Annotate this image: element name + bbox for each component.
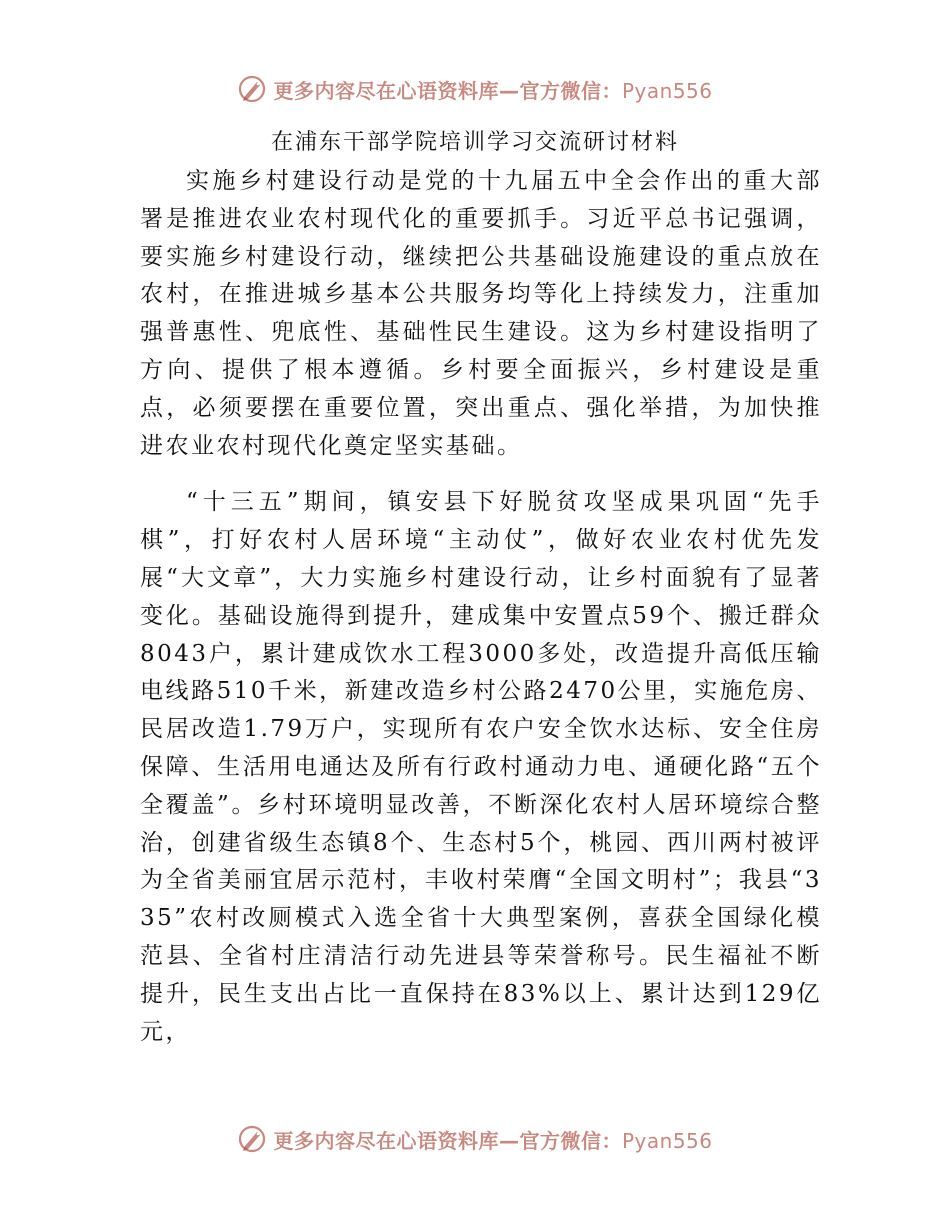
paragraph-2: “十三五”期间，镇安县下好脱贫攻坚成果巩固“先手棋”，打好农村人居环境“主动仗”，做好农业农村优先发展“大文章”，大力实施乡村建设行动，让乡村面貌有了显著变化。基础设施得到提升，建成集中安置点59个、搬迁群众8043户，累计建成饮水工程3000多处，改造提升高低压输电线路510千米，新建改造乡村公路2470公里，实施危房、民居改造1.79万户，实现所有农户安全饮水达标、安全住房保障、生活用电通达及所有行政村通动力电、通硬化路“五个全覆盖”。乡村环境明显改善，不断深化农村人居环境综合整治，创建省级生态镇8个、生态村5个，桃园、西川两村被评为全省美丽宜居示范村，丰收村荣膺“全国文明村”；我县“335”农村改厕模式入选全省十大典型案例，喜获全国绿化模范县、全省村庄清洁行动先进县等荣誉称号。民生福祉不断提升，民生支出占比一直保持在83%以上、累计达到129亿元， — [140, 489, 822, 1045]
document-title: 在浦东干部学院培训学习交流研讨材料 — [270, 130, 679, 155]
footer-watermark-banner — [0, 1124, 950, 1154]
pen-nib-circle-icon — [237, 1124, 267, 1154]
header-watermark-banner — [0, 74, 950, 104]
banner-text: 更多内容尽在心语资料库—官方微信：Pyan556 — [273, 1128, 713, 1153]
wechat-handle: Pyan556 — [621, 1128, 713, 1153]
paragraph-1: 实施乡村建设行动是党的十九届五中全会作出的重大部署是推进农业农村现代化的重要抓手。习近平总书记强调，要实施乡村建设行动，继续把公共基础设施建设的重点放在农村，在推进城乡基本公共服务均等化上持续发力，注重加强普惠性、兜底性、基础性民生建设。这为乡村建设指明了方向、提供了根本遵循。乡村要全面振兴，乡村建设是重点，必须要摆在重要位置，突出重点、强化举措，为加快推进农业农村现代化奠定坚实基础。 — [140, 168, 822, 459]
wechat-handle: Pyan556 — [621, 78, 713, 103]
banner-text: 更多内容尽在心语资料库—官方微信：Pyan556 — [273, 78, 713, 103]
pen-nib-circle-icon — [237, 74, 267, 104]
document-body — [140, 163, 822, 1051]
